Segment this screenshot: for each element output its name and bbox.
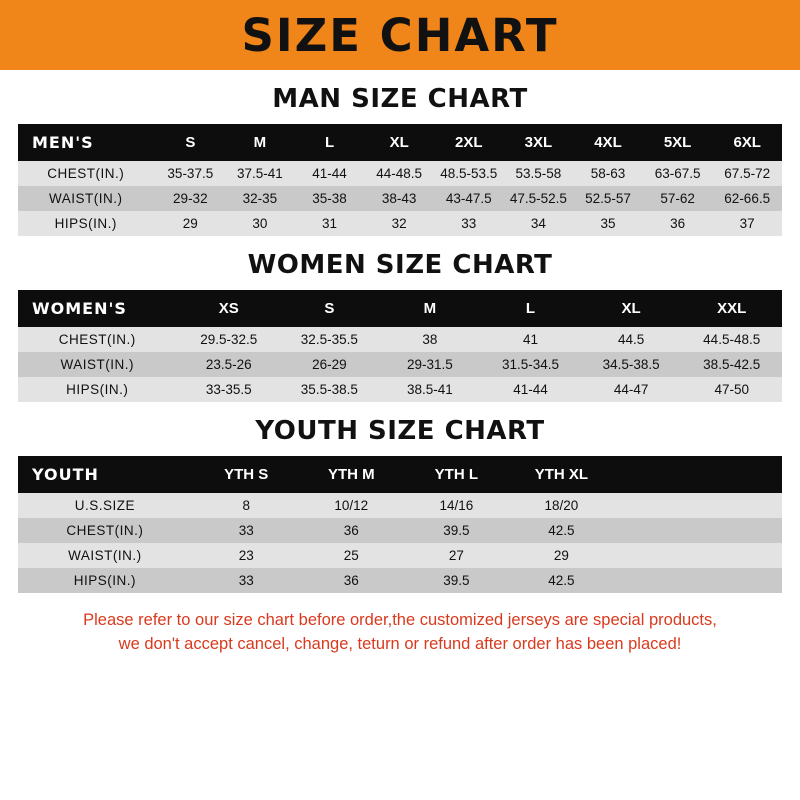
women-chest-xs: 29.5-32.5 <box>178 327 279 352</box>
women-chest-l: 41 <box>480 327 581 352</box>
table-row <box>18 377 782 402</box>
women-hips-xs: 33-35.5 <box>178 377 279 402</box>
man-header-s: S <box>156 124 226 161</box>
women-size-table <box>18 290 782 402</box>
women-row-hips-label: HIPS(IN.) <box>18 377 178 402</box>
man-chest-s: 35-37.5 <box>156 161 226 186</box>
section-youth <box>18 416 782 593</box>
youth-chest-xl: 42.5 <box>509 518 614 543</box>
table-header-row <box>18 456 782 493</box>
table-row <box>18 518 782 543</box>
man-header-5xl: 5XL <box>643 124 713 161</box>
youth-hips-xl: 42.5 <box>509 568 614 593</box>
women-table-header <box>18 290 782 327</box>
table-row <box>18 161 782 186</box>
man-header-2xl: 2XL <box>434 124 504 161</box>
man-header-xl: XL <box>364 124 434 161</box>
women-waist-xs: 23.5-26 <box>178 352 279 377</box>
table-header-row <box>18 124 782 161</box>
youth-header-xl: YTH XL <box>509 456 614 493</box>
women-table-body <box>18 327 782 402</box>
women-chest-xxl: 44.5-48.5 <box>681 327 782 352</box>
youth-hips-blank <box>614 568 782 593</box>
chart-content <box>0 84 800 657</box>
man-chest-4xl: 58-63 <box>573 161 643 186</box>
women-waist-xl: 34.5-38.5 <box>581 352 682 377</box>
youth-header-m: YTH M <box>299 456 404 493</box>
women-hips-l: 41-44 <box>480 377 581 402</box>
man-chest-l: 41-44 <box>295 161 365 186</box>
women-chest-m: 38 <box>380 327 481 352</box>
man-header-3xl: 3XL <box>504 124 574 161</box>
section-title-women: WOMEN SIZE CHART <box>247 250 553 280</box>
youth-chest-s: 33 <box>194 518 299 543</box>
man-header-l: L <box>295 124 365 161</box>
man-waist-3xl: 47.5-52.5 <box>504 186 574 211</box>
women-waist-l: 31.5-34.5 <box>480 352 581 377</box>
man-waist-l: 35-38 <box>295 186 365 211</box>
table-header-row <box>18 290 782 327</box>
youth-chest-m: 36 <box>299 518 404 543</box>
man-row-hips-label: HIPS(IN.) <box>18 211 156 236</box>
youth-hips-l: 39.5 <box>404 568 509 593</box>
youth-waist-s: 23 <box>194 543 299 568</box>
page-title: SIZE CHART <box>241 8 559 62</box>
women-waist-xxl: 38.5-42.5 <box>681 352 782 377</box>
women-header-m: M <box>380 290 481 327</box>
youth-table-header <box>18 456 782 493</box>
youth-waist-xl: 29 <box>509 543 614 568</box>
table-row <box>18 327 782 352</box>
youth-row-waist-label: WAIST(IN.) <box>18 543 194 568</box>
youth-ussize-l: 14/16 <box>404 493 509 518</box>
man-hips-xl: 32 <box>364 211 434 236</box>
man-chest-m: 37.5-41 <box>225 161 295 186</box>
man-header-6xl: 6XL <box>712 124 782 161</box>
youth-hips-s: 33 <box>194 568 299 593</box>
section-women <box>18 250 782 402</box>
youth-ussize-xl: 18/20 <box>509 493 614 518</box>
man-waist-5xl: 57-62 <box>643 186 713 211</box>
women-header-label: WOMEN'S <box>18 290 178 327</box>
table-row <box>18 211 782 236</box>
section-title-youth: YOUTH SIZE CHART <box>255 416 545 446</box>
youth-waist-l: 27 <box>404 543 509 568</box>
man-table-header <box>18 124 782 161</box>
section-title-man: MAN SIZE CHART <box>272 84 528 114</box>
man-hips-m: 30 <box>225 211 295 236</box>
women-row-chest-label: CHEST(IN.) <box>18 327 178 352</box>
women-waist-m: 29-31.5 <box>380 352 481 377</box>
youth-chest-l: 39.5 <box>404 518 509 543</box>
man-hips-3xl: 34 <box>504 211 574 236</box>
man-header-m: M <box>225 124 295 161</box>
women-header-xxl: XXL <box>681 290 782 327</box>
man-chest-2xl: 48.5-53.5 <box>434 161 504 186</box>
women-hips-m: 38.5-41 <box>380 377 481 402</box>
footer-note-line1: Please refer to our size chart before order,the customized jerseys are special products, <box>83 611 717 629</box>
youth-table-body <box>18 493 782 593</box>
women-hips-xxl: 47-50 <box>681 377 782 402</box>
man-waist-2xl: 43-47.5 <box>434 186 504 211</box>
man-waist-6xl: 62-66.5 <box>712 186 782 211</box>
women-header-s: S <box>279 290 380 327</box>
section-man <box>18 84 782 236</box>
man-hips-5xl: 36 <box>643 211 713 236</box>
women-row-waist-label: WAIST(IN.) <box>18 352 178 377</box>
women-waist-s: 26-29 <box>279 352 380 377</box>
women-hips-xl: 44-47 <box>581 377 682 402</box>
header-band <box>0 0 800 70</box>
youth-header-l: YTH L <box>404 456 509 493</box>
table-row <box>18 493 782 518</box>
man-chest-xl: 44-48.5 <box>364 161 434 186</box>
footer-note-line2: we don't accept cancel, change, teturn or refund after order has been placed! <box>118 634 682 653</box>
man-header-4xl: 4XL <box>573 124 643 161</box>
youth-header-label: YOUTH <box>18 456 194 493</box>
man-size-table <box>18 124 782 236</box>
man-row-waist-label: WAIST(IN.) <box>18 186 156 211</box>
table-row <box>18 568 782 593</box>
table-row <box>18 543 782 568</box>
youth-ussize-m: 10/12 <box>299 493 404 518</box>
youth-ussize-s: 8 <box>194 493 299 518</box>
youth-size-table <box>18 456 782 593</box>
women-chest-s: 32.5-35.5 <box>279 327 380 352</box>
man-hips-l: 31 <box>295 211 365 236</box>
women-hips-s: 35.5-38.5 <box>279 377 380 402</box>
man-chest-5xl: 63-67.5 <box>643 161 713 186</box>
man-waist-4xl: 52.5-57 <box>573 186 643 211</box>
man-chest-6xl: 67.5-72 <box>712 161 782 186</box>
footer-note <box>18 609 782 657</box>
table-row <box>18 352 782 377</box>
table-row <box>18 186 782 211</box>
youth-header-blank <box>614 456 782 493</box>
man-hips-4xl: 35 <box>573 211 643 236</box>
youth-ussize-blank <box>614 493 782 518</box>
women-header-l: L <box>480 290 581 327</box>
man-table-body <box>18 161 782 236</box>
man-chest-3xl: 53.5-58 <box>504 161 574 186</box>
youth-row-ussize-label: U.S.SIZE <box>18 493 194 518</box>
man-waist-m: 32-35 <box>225 186 295 211</box>
youth-header-s: YTH S <box>194 456 299 493</box>
man-hips-s: 29 <box>156 211 226 236</box>
women-chest-xl: 44.5 <box>581 327 682 352</box>
youth-row-hips-label: HIPS(IN.) <box>18 568 194 593</box>
women-header-xl: XL <box>581 290 682 327</box>
women-header-xs: XS <box>178 290 279 327</box>
youth-waist-m: 25 <box>299 543 404 568</box>
man-hips-6xl: 37 <box>712 211 782 236</box>
man-header-label: MEN'S <box>18 124 156 161</box>
man-waist-xl: 38-43 <box>364 186 434 211</box>
youth-row-chest-label: CHEST(IN.) <box>18 518 194 543</box>
man-row-chest-label: CHEST(IN.) <box>18 161 156 186</box>
youth-hips-m: 36 <box>299 568 404 593</box>
man-waist-s: 29-32 <box>156 186 226 211</box>
man-hips-2xl: 33 <box>434 211 504 236</box>
youth-chest-blank <box>614 518 782 543</box>
youth-waist-blank <box>614 543 782 568</box>
